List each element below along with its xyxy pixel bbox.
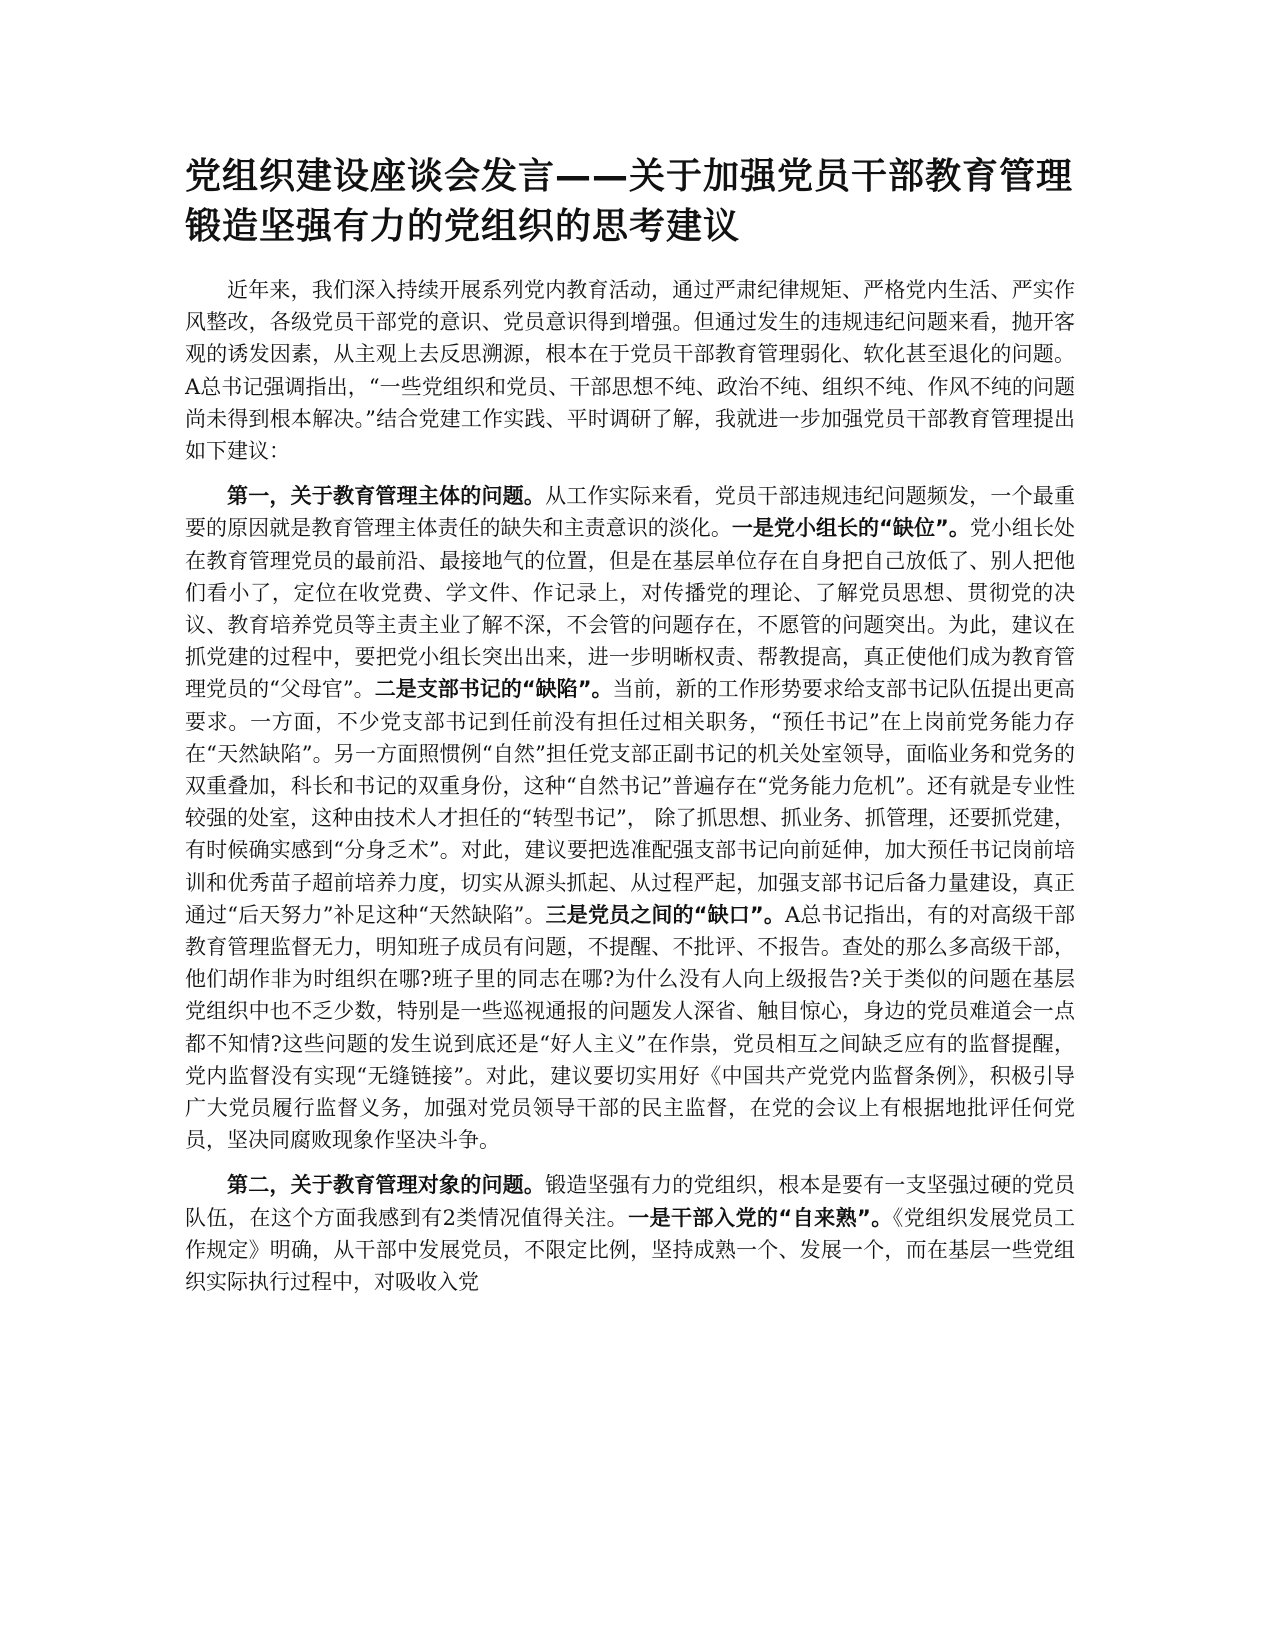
bold-heading-text: 三是党员之间的“缺口”。 <box>545 902 785 927</box>
paragraph-text: 《党组织发展党员工作规定》明确，从干部中发展党员，不限定比例，坚持成熟一个、发展一个，而在基层一些党组织实际执行过程中，对吸收入党 <box>185 1205 1076 1295</box>
document-title: 党组织建设座谈会发言——关于加强党员干部教育管理锻造坚强有力的党组织的思考建议 <box>185 156 1074 247</box>
paragraph-text: 从工作实际来看，党员干部违规违纪问题频发，一个最重要的原因就是教育管理主体责任的缺失和主责意识的淡化。 <box>185 484 1075 541</box>
body-paragraph <box>185 1169 1075 1298</box>
paragraph-text: 近年来，我们深入持续开展系列党内教育活动，通过严肃纪律规矩、严格党内生活、严实作风整改，各级党员干部党的意识、党员意识得到增强。但通过发生的违规违纪问题来看，抛开客观的诱发因素，从主观上去反思溯源，根本在于党员干部教育管理弱化、软化甚至退化的问题。A总书记强调指出，“一些党组织和党员、干部思想不纯、政治不纯、组织不纯、作风不纯的问题尚未得到根本解决。”结合党建工作实践、平时调研了解，我就进一步加强党员干部教育管理提出如下建议： <box>185 278 1075 464</box>
paragraph-text: A总书记指出，有的对高级干部教育管理监督无力，明知班子成员有问题，不提醒、不批评、不报告。查处的那么多高级干部，他们胡作非为时组织在哪?班子里的同志在哪?为什么没有人向上级报告?关于类似的问题在基层党组织中也不乏少数，特别是一些巡视通报的问题发人深省、触目惊心，身边的党员难道会一点都不知情?这些问题的发生说到底还是“好人主义”在作祟，党员相互之间缺乏应有的监督提醒，党内监督没有实现“无缝链接”。对此，建议要切实用好《中国共产党党内监督条例》，积极引导广大党员履行监督义务，加强对党员领导干部的民主监督，在党的会议上有根据地批评任何党员，坚决同腐败现象作坚决斗争。 <box>185 902 1075 1153</box>
bold-heading-text: 第一，关于教育管理主体的问题。 <box>227 484 546 509</box>
body-paragraph <box>185 274 1075 467</box>
paragraph-text: 党小组长处在教育管理党员的最前沿、最接地气的位置，但是在基层单位存在自身把自己放低了、别人把他们看小了，定位在收党费、学文件、作记录上，对传播党的理论、了解党员思想、贯彻党的决议、教育培养党员等主责主业了解不深，不会管的问题存在，不愿管的问题突出。为此，建议在抓党建的过程中，要把党小组长突出出来，进一步明晰权责、帮教提高，真正使他们成为教育管理党员的“父母官”。 <box>185 516 1075 702</box>
bold-heading-text: 二是支部书记的“缺陷”。 <box>374 677 613 702</box>
bold-heading-text: 一是干部入党的“自来熟”。 <box>628 1205 893 1230</box>
bold-heading-text: 第二，关于教育管理对象的问题。 <box>227 1173 546 1198</box>
paragraph-text: 当前，新的工作形势要求给支部书记队伍提出更高要求。一方面，不少党支部书记到任前没有担任过相关职务，“预任书记”在上岗前党务能力存在“天然缺陷”。另一方面照惯例“自然”担任党支部正副书记的机关处室领导，面临业务和党务的双重叠加，科长和书记的双重身份，这种“自然书记”普遍存在“党务能力危机”。还有就是专业性较强的处室，这种由技术人才担任的“转型书记”， 除了抓思想、抓业务、抓管理，还要抓党建，有时候确实感到“分身乏术”。对此，建议要把选准配强支部书记向前延伸，加大预任书记岗前培训和优秀苗子超前培养力度，切实从源头抓起、从过程严起，加强支部书记后备力量建设，真正通过“后天努力”补足这种“天然缺陷”。 <box>185 677 1075 927</box>
document-body <box>185 152 1075 1311</box>
body-paragraph <box>185 480 1075 1156</box>
paragraph-list <box>185 274 1075 1298</box>
paragraph-text: 锻造坚强有力的党组织，根本是要有一支坚强过硬的党员队伍，在这个方面我感到有2类情况值得关注。 <box>185 1173 1075 1230</box>
bold-heading-text: 一是党小组长的“缺位”。 <box>731 516 970 541</box>
